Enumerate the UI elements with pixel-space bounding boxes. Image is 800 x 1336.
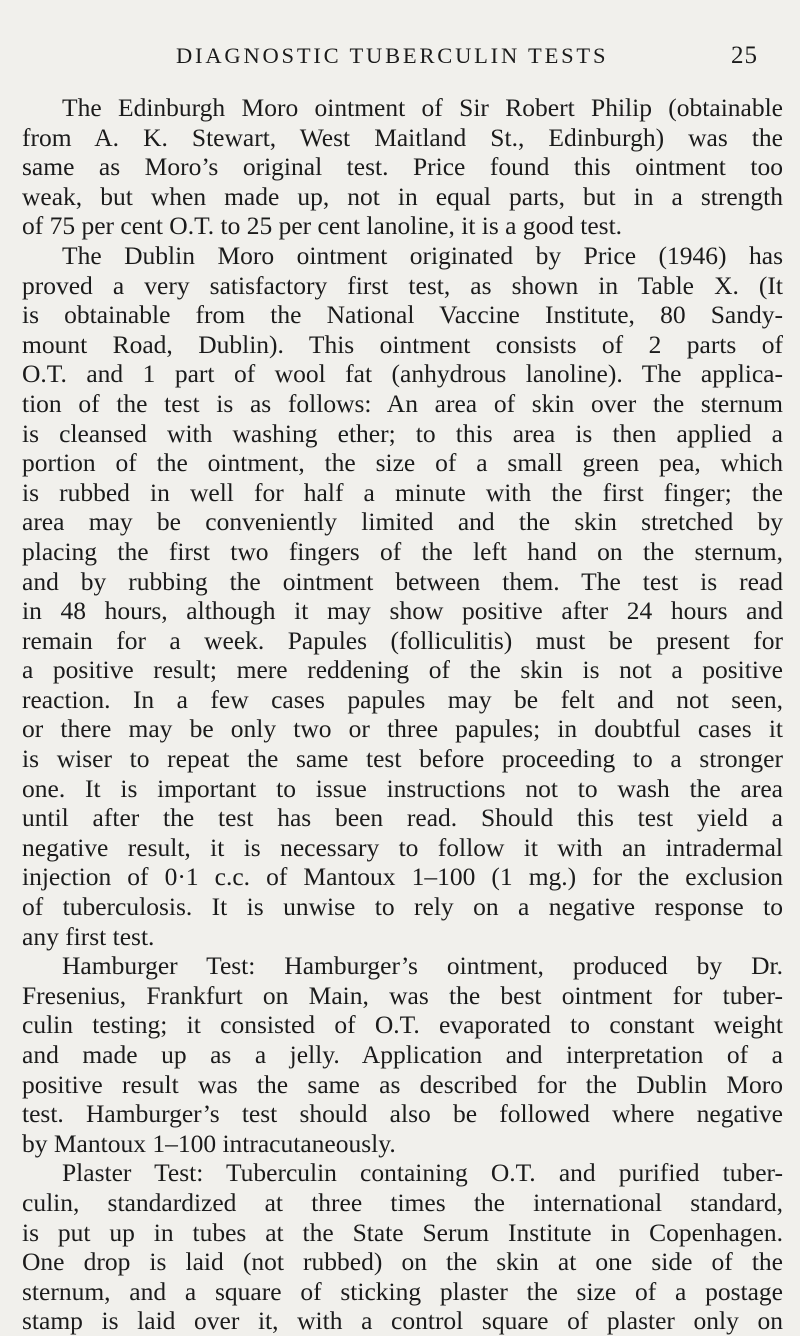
text-line: positive result was the same as described for the Dublin Moro — [22, 1069, 783, 1099]
text-line: tion of the test is as follows: An area of skin over the sternum — [22, 388, 783, 418]
text-line: mount Road, Dublin). This ointment consists of 2 parts of — [22, 329, 783, 359]
text-line: until after the test has been read. Should this test yield a — [22, 803, 783, 833]
text-line: of 75 per cent O.T. to 25 per cent lanoline, it is a good test. — [22, 211, 623, 241]
running-title: DIAGNOSTIC TUBERCULIN TESTS — [176, 43, 609, 68]
text-line: Plaster Test: Tuberculin containing O.T. and purified tuber- — [62, 1158, 783, 1188]
text-line: stamp is laid over it, with a control square of plaster only on — [22, 1306, 783, 1336]
text-line: placing the first two fingers of the left hand on the sternum, — [22, 536, 783, 566]
text-line: from A. K. Stewart, West Maitland St., Edinburgh) was the — [22, 122, 783, 152]
text-line: portion of the ointment, the size of a small green pea, which — [22, 448, 783, 478]
text-line: a positive result; mere reddening of the skin is not a positive — [22, 655, 783, 685]
text-line: is put up in tubes at the State Serum Institute in Copenhagen. — [22, 1217, 783, 1247]
text-line: same as Moro’s original test. Price found this ointment too — [22, 152, 783, 182]
text-line: The Dublin Moro ointment originated by Price (1946) has — [62, 240, 783, 270]
text-line: by Mantoux 1–100 intracutaneously. — [22, 1128, 396, 1158]
text-line: negative result, it is necessary to follow it with an intradermal — [22, 832, 783, 862]
running-head — [176, 42, 758, 76]
text-line: sternum, and a square of sticking plaster the size of a postage — [22, 1276, 783, 1306]
text-line: proved a very satisfactory first test, as shown in Table X. (It — [22, 270, 783, 300]
text-line: of tuberculosis. It is unwise to rely on a negative response to — [22, 892, 783, 922]
page-number: 25 — [731, 42, 758, 69]
text-line: and made up as a jelly. Application and interpretation of a — [22, 1040, 783, 1069]
text-line: in 48 hours, although it may show positive after 24 hours and — [22, 596, 783, 626]
text-line: area may be conveniently limited and the skin stretched by — [22, 507, 783, 537]
text-line: one. It is important to issue instructions not to wash the area — [22, 773, 783, 803]
text-line: Hamburger Test: Hamburger’s ointment, produced by Dr. — [62, 951, 783, 981]
text-line: any first test. — [22, 921, 155, 951]
text-line: The Edinburgh Moro ointment of Sir Robert Philip (obtainable — [62, 93, 783, 122]
body-text — [22, 93, 783, 1336]
text-line: remain for a week. Papules (folliculitis) must be present for — [22, 625, 783, 655]
text-line: injection of 0·1 c.c. of Mantoux 1–100 (1 mg.) for the exclusion — [22, 862, 783, 892]
text-line: Fresenius, Frankfurt on Main, was the best ointment for tuber- — [22, 980, 783, 1010]
text-line: weak, but when made up, not in equal parts, but in a strength — [22, 181, 783, 211]
text-line: O.T. and 1 part of wool fat (anhydrous lanoline). The applica- — [22, 359, 783, 389]
text-line: test. Hamburger’s test should also be followed where negative — [22, 1099, 783, 1129]
text-line: is obtainable from the National Vaccine Institute, 80 Sandy- — [22, 300, 783, 330]
text-line: One drop is laid (not rubbed) on the skin at one side of the — [22, 1247, 783, 1277]
text-line: or there may be only two or three papules; in doubtful cases it — [22, 714, 783, 744]
text-line: and by rubbing the ointment between them. The test is read — [22, 566, 783, 596]
text-line: is wiser to repeat the same test before proceeding to a stronger — [22, 744, 783, 774]
text-line: is cleansed with washing ether; to this area is then applied a — [22, 418, 783, 448]
text-line: culin testing; it consisted of O.T. evaporated to constant weight — [22, 1010, 783, 1040]
text-line: culin, standardized at three times the international standard, — [22, 1187, 783, 1217]
text-line: reaction. In a few cases papules may be felt and not seen, — [22, 684, 783, 714]
text-line: is rubbed in well for half a minute with the first finger; the — [22, 477, 783, 507]
